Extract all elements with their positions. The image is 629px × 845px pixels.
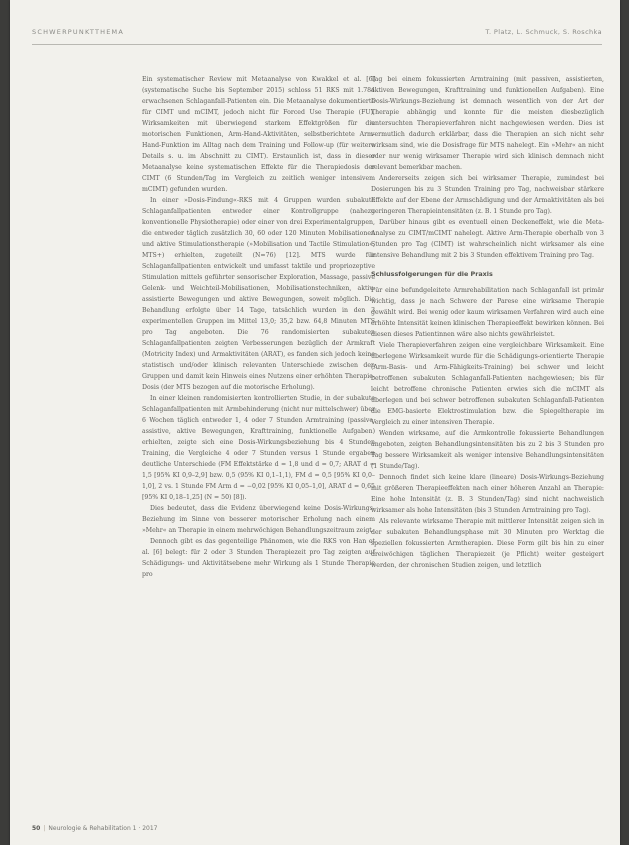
paragraph: Dennoch findet sich keine klare (lineare) Dosis-Wirkungs-Beziehung mit größeren Therapieeffekten nach einer höheren Anzahl an Therapie: Eine hohe Intensität (z. B. 3 Stunden/Tag) sind nicht nachweislich wirksamer als hohe Intensitäten (bis 3 Stunden Armtraining pro Tag).	[371, 474, 604, 514]
page-number: 50	[32, 825, 41, 832]
paragraph: Ein systematischer Review mit Metaanalyse von Kwakkel et al. [6] (systematische Suche bis September 2015) schloss 51 RKS mit 1.784 erwachsenen Schlaganfall-Patienten ein. Die Metaanalyse dokumentierte für CIMT und mCIMT, jedoch nicht für Forced Use Therapie (FU), Wirksamkeiten mit überwiegend starkem Effektgrößen für die motorischen Funktionen, Arm-Hand-Aktivitäten, selbstberichtete Arm-Hand-Funktion im Alltag nach dem Training und Follow-up (für weitere Details s. u. im Abschnitt zu CIMT). Erstaunlich ist, dass in dieser Metaanalyse keine systematischen Effekte für die Therapiedosis der CIMT (6 Stunden/Tag im Vergleich zu zeitlich weniger intensivem mCIMT) gefunden wurden.	[142, 76, 375, 193]
paragraph: Darüber hinaus gibt es eventuell einen Deckeneffekt, wie die Meta-Analyse zu CIMT/mCIMT nahelegt. Aktive Arm-Therapie oberhalb von 3 Stunden pro Tag (CIMT) ist wahrscheinlich nicht wirksamer als eine intensive Behandlung mit 2 bis 3 Stunden effektivem Training pro Tag.	[371, 219, 604, 259]
text-column-left	[142, 74, 375, 580]
paragraph: Als relevante wirksame Therapie mit mittlerer Intensität zeigen sich in der subakuten Behandlungsphase mit 30 Minuten pro Werktag die speziellen fokussierten Armtherapien. Diese Form gilt bis hin zu einer dreiwöchigen täglichen Therapiezeit (je Pflicht) weiter gesteigert werden, der chronischen Studien zeigen, und letztlich	[371, 518, 604, 569]
document-page	[10, 0, 620, 845]
paragraph: Dies bedeutet, dass die Evidenz überwiegend keine Dosis-Wirkungs-Beziehung im Sinne von besserer motorischer Erholung nach einem »Mehr« an Therapie in einem mehrwöchigen Behandlungszeitraum zeigt.	[142, 505, 375, 534]
text-column-right	[371, 74, 604, 571]
section-heading: Schlussfolgerungen für die Praxis	[371, 270, 493, 278]
journal-name: Neurologie & Rehabilitation 1 · 2017	[48, 825, 158, 832]
page-footer	[32, 825, 158, 832]
paragraph: In einer kleinen randomisierten kontrollierten Studie, in der subakute Schlaganfallpatienten mit Armbehinderung (nicht nur mittelschwer) über 6 Wochen täglich entweder 1, 4 oder 7 Stunden Armtraining (passive, assistive, aktive Bewegungen, Krafttraining, funktionelle Aufgaben) erhielten, zeigte sich eine Dosis-Wirkungsbeziehung bis 4 Stunden Training, die Vergleiche 4 oder 7 Stunden versus 1 Stunde ergaben deutliche Unterschiede (FM Effektstärke d = 1,8 und d = 0,7; ARAT d = 1,5 [95% KI 0,9–2,9] bzw. 0,5 (95% KI 0,1–1,1), FM d = 0,5 [95% KI 0,0–1,0], 2 vs. 1 Stunde FM Arm d = −0,02 [95% KI 0,05–1,0], ARAT d = 0,65 [95% KI 0,18–1,25] (N = 50) [8]).	[142, 395, 375, 501]
paragraph: Andererseits zeigen sich bei wirksamer Therapie, zumindest bei Dosierungen bis zu 3 Stunden Training pro Tag, nachweisbar stärkere Effekte auf der Ebene der Armschädigung und der Armaktivitäten als bei geringeren Therapieintensitäten (z. B. 1 Stunde pro Tag).	[371, 175, 604, 215]
paragraph: Tag bei einem fokussierten Armtraining (mit passiven, assistierten, aktiven Bewegungen, Krafttraining und funktionellen Aufgaben). Eine Dosis-Wirkungs-Beziehung ist demnach wesentlich von der Art der Therapie abhängig und konnte für die meisten diesbezüglich untersuchten Therapieverfahren nicht nachgewiesen werden. Dies ist vermutlich dadurch erklärbar, dass die Therapien an sich nicht sehr wirksam sind, wie die Dosisfrage für MTS nahelegt. Ein »Mehr« an nicht oder nur wenig wirksamer Therapie wird sich klinisch demnach nicht relevant bemerkbar machen.	[371, 76, 604, 171]
footer-separator: |	[43, 825, 46, 832]
paragraph: Viele Therapieverfahren zeigen eine vergleichbare Wirksamkeit. Eine überlegene Wirksamkeit wurde für die Schädigungs-orientierte Therapie (Arm-Basis- und Arm-Fähigkeits-Training) bei schwer und leicht betroffenen subakuten Schlaganfall-Patienten nachgewiesen; bis für leicht betroffene chronische Patienten erwies sich die mCIMT als überlegen und bei schwer betroffenen subakuten Schlaganfall-Patienten die EMG-basierte Elektrostimulation bzw. die Spiegeltherapie im Vergleich zu einer intensiven Therapie.	[371, 342, 604, 426]
paragraph: In einer »Dosis-Findung«-RKS mit 4 Gruppen wurden subakute Schlaganfallpatienten entweder einer Kontrollgruppe (nahezu konventionelle Physiotherapie) oder einer von drei Experimentalgruppen, die entweder täglich zusätzlich 30, 60 oder 120 Minuten Mobilisationen und aktive Stimulationstherapie (»Mobilisation und Tactile Stimulation«, MTS+) erhielten, zugeteilt (N=76) [12]. MTS wurde für Schlaganfallpatienten entwickelt und umfasst taktile und propriozeptive Stimulation mittels geführter sensorischer Exploration, Massage, passive Gelenk- und Weichteil-Mobilisationen, Mobilisationstechniken, aktiv-assistierte Bewegungen und aktive Bewegungen, soweit möglich. Die Behandlung erfolgte über 14 Tage, tatsächlich wurden in den 3 experimentellen Gruppen im Mittel 13,0; 35,2 bzw. 64,8 Minuten MTS pro Tag angeboten. Die 76 randomisierten subakuten Schlaganfallpatienten zeigten Verbesserungen bezüglich der Armkraft (Motricity Index) und Armaktivitäten (ARAT), es fanden sich jedoch keine statistisch und/oder klinisch relevanten Unterschiede zwischen den Gruppen und damit kein Hinweis eines Nutzens einer erhöhten Therapie-Dosis (der MTS bezogen auf die motorische Erholung).	[142, 197, 375, 391]
running-header	[32, 28, 602, 40]
paragraph: Wenden wirksame, auf die Armkontrolle fokussierte Behandlungen angeboten, zeigten Behandlungsintensitäten bis zu 2 bis 3 Stunden pro Tag bessere Wirksamkeit als weniger intensive Behandlungsintensitäten (1 Stunde/Tag).	[371, 430, 604, 470]
paragraph: Für eine befundgeleitete Armrehabilitation nach Schlaganfall ist primär wichtig, dass je nach Schwere der Parese eine wirksame Therapie gewählt wird. Bei wenig oder kaum wirksamen Verfahren wird auch eine erhöhte Intensität keinen klinischen Therapieeffekt bewirken können. Bei diesen dieses Patientinnen wäre also nichts gewährleistet.	[371, 287, 604, 338]
header-divider	[32, 44, 602, 45]
paragraph: Dennoch gibt es das gegenteilige Phänomen, wie die RKS von Han et al. [6] belegt: für 2 oder 3 Stunden Therapiezeit pro Tag zeigten auf Schädigungs- und Aktivitätsebene mehr Wirkung als 1 Stunde Therapie pro	[142, 538, 375, 578]
author-line: T. Platz, L. Schmuck, S. Roschka	[485, 28, 602, 36]
section-title: SCHWERPUNKTTHEMA	[32, 28, 124, 36]
